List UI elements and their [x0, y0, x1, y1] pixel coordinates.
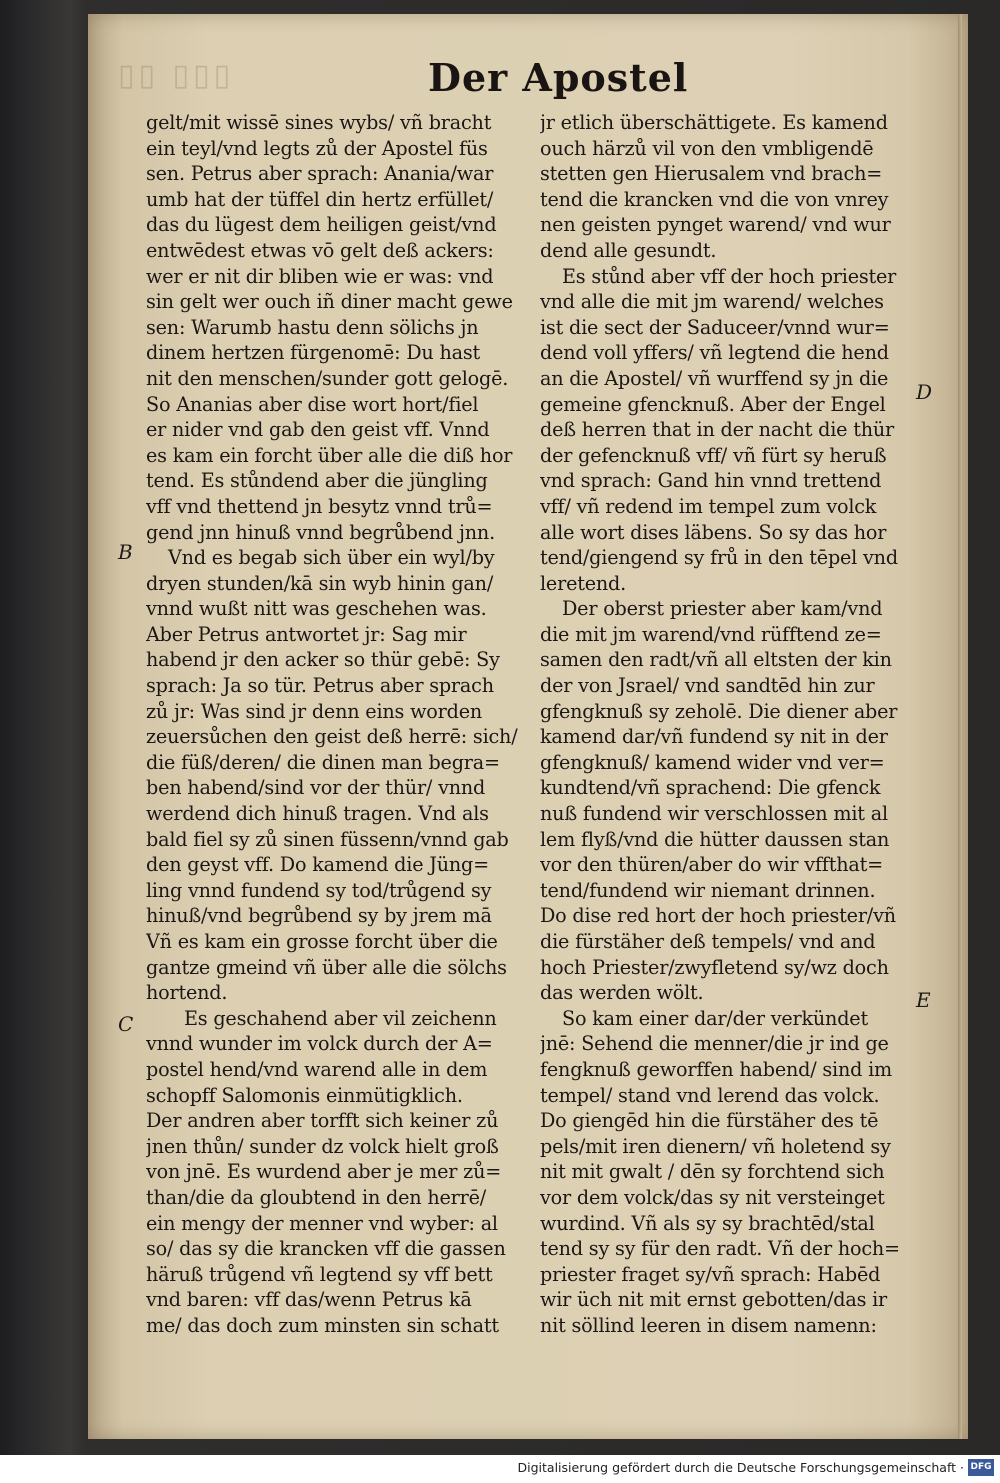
page-edge — [958, 14, 962, 1439]
text-line: sprach: Ja so tür. Petrus aber sprach — [146, 674, 494, 698]
text-line: sin gelt wer ouch iñ diner macht gewe — [146, 290, 513, 314]
text-line: vnd sprach: Gand hin vnnd trettend — [540, 469, 882, 493]
text-line: Es geschahend aber vil zeichenn — [184, 1006, 497, 1030]
margin-mark-c: C — [118, 1012, 134, 1036]
text-line: ein teyl/vnd legts zů der Apostel füs — [146, 136, 488, 160]
text-line: Vñ es kam ein grosse forcht über die — [146, 930, 498, 953]
text-line: dinem hertzen fürgenomē: Du hast — [146, 341, 481, 365]
text-line: pels/mit iren dienern/ vñ holetend sy — [540, 1134, 891, 1158]
margin-mark-e: E — [916, 988, 931, 1012]
margin-mark-b: B — [118, 540, 133, 564]
text-line: dryen stunden/kā sin wyb hinin gan/ — [146, 571, 494, 595]
text-line: lem flyß/vnd die hütter daussen stan — [540, 827, 890, 851]
running-head: Der Apostel — [428, 55, 689, 100]
text-line: tend/giengend sy frů in den tēpel vnd — [540, 546, 898, 570]
text-line: stetten gen Hierusalem vnd brach= — [540, 162, 883, 186]
text-line: gantze gmeind vñ über alle die sölchs — [146, 955, 507, 979]
text-line: bald fiel sy zů sinen füssenn/vnnd gab — [146, 827, 509, 851]
text-line: kundtend/vñ sprachend: Die gfenck — [540, 776, 881, 800]
text-line: so/ das sy die krancken vff die gassen — [146, 1237, 506, 1261]
text-line: dend voll yffers/ vñ legtend die hend — [540, 341, 889, 365]
text-line: ben habend/sind vor der thür/ vnnd — [146, 776, 486, 800]
show-through-text: ▯▯ ▯▯▯ — [118, 58, 235, 93]
text-line: jnē: Sehend die menner/die jr ind ge — [540, 1032, 889, 1056]
text-line: an die Apostel/ vñ wurffend sy jn die — [540, 366, 889, 390]
text-line: der von Jsrael/ vnd sandtēd hin zur — [540, 674, 875, 698]
text-line: vnd baren: vff das/wenn Petrus kā — [146, 1288, 472, 1312]
text-line: tempel/ stand vnd lerend das volck. — [540, 1083, 880, 1107]
text-line: deß herren that in der nacht die thür — [540, 418, 895, 442]
text-line: werdend dich hinuß tragen. Vnd als — [146, 802, 489, 826]
text-line: leretend. — [540, 571, 627, 595]
text-line: priester fraget sy/vñ sprach: Habēd — [540, 1262, 881, 1286]
text-line: sen: Warumb hastu denn sölichs jn — [146, 315, 479, 339]
text-line: vff/ vñ redend im tempel zum volck — [540, 494, 877, 518]
text-line: vor dem volck/das sy nit versteinget — [540, 1185, 885, 1209]
dfg-logo: DFG — [968, 1459, 994, 1476]
text-line: hoch Priester/zwyfletend sy/wz doch — [540, 955, 889, 979]
text-line: das werden wölt. — [540, 981, 704, 1005]
text-line: Do giengēd hin die fürstäher des tē — [540, 1109, 879, 1133]
text-line: So Ananias aber dise wort hort/fiel — [146, 392, 479, 416]
text-line: wer er nit dir bliben wie er was: vnd — [146, 264, 494, 288]
text-line: tend die krancken vnd die von vnrey — [540, 187, 889, 211]
text-line: than/die da gloubtend in den herrē/ — [146, 1185, 487, 1209]
text-line: postel hend/vnd warend alle in dem — [146, 1057, 488, 1081]
funding-note: Digitalisierung gefördert durch die Deutsche Forschungsgemeinschaft · — [517, 1460, 964, 1475]
text-line: samen den radt/vñ all eltsten der kin — [540, 648, 892, 672]
text-line: Do dise red hort der hoch priester/vñ — [540, 904, 896, 928]
text-line: gfengknuß sy zeholē. Die diener aber — [540, 699, 898, 723]
text-line: dend alle gesundt. — [540, 238, 717, 262]
text-line: entwēdest etwas vō gelt deß ackers: — [146, 238, 494, 262]
text-line: umb hat der tüffel din hertz erfüllet/ — [146, 187, 494, 211]
text-line: vff vnd thettend jn besytz vnnd trů= — [146, 494, 493, 518]
text-line: gfengknuß/ kamend wider vnd ver= — [540, 750, 885, 774]
text-line: von jnē. Es wurdend aber je mer zů= — [146, 1160, 502, 1184]
text-line: sen. Petrus aber sprach: Anania/war — [146, 162, 494, 186]
text-line: tend sy sy für den radt. Vñ der hoch= — [540, 1237, 900, 1261]
text-line: vnnd wunder im volck durch der A= — [146, 1032, 493, 1056]
text-line: tend/fundend wir niemant drinnen. — [540, 878, 876, 902]
margin-mark-d: D — [916, 380, 933, 404]
right-text-column — [540, 110, 912, 1339]
text-line: Der oberst priester aber kam/vnd — [562, 597, 883, 621]
text-line: vnnd wußt nitt was geschehen was. — [146, 597, 487, 621]
text-line: Der andren aber torfft sich keiner zů — [146, 1109, 499, 1133]
text-line: hortend. — [146, 981, 228, 1005]
text-line: habend jr den acker so thür gebē: Sy — [146, 648, 500, 672]
text-line: So kam einer dar/der verkündet — [562, 1006, 868, 1030]
text-line: Vnd es begab sich über ein wyl/by — [168, 546, 495, 570]
text-line: wurdind. Vñ als sy sy brachtēd/stal — [540, 1211, 875, 1235]
text-line: häruß trůgend vñ legtend sy vff bett — [146, 1262, 493, 1286]
text-line: er nider vnd gab den geist vff. Vnnd — [146, 418, 490, 442]
text-line: nit den menschen/sunder gott gelogē. — [146, 366, 509, 390]
text-line: der gefencknuß vff/ vñ fürt sy heruß — [540, 443, 887, 467]
text-line: vnd alle die mit jm warend/ welches — [540, 290, 884, 314]
text-line: ouch härzů vil von den vmbligendē — [540, 136, 874, 160]
text-line: wir üch nit mit ernst gebotten/das ir — [540, 1288, 888, 1312]
text-line: die mit jm warend/vnd rüfftend ze= — [540, 622, 882, 646]
text-line: zů jr: Was sind jr denn eins worden — [146, 699, 483, 723]
text-line: die fürstäher deß tempels/ vnd and — [540, 930, 876, 953]
text-line: hinuß/vnd begrůbend sy by jrem mā — [146, 904, 492, 928]
text-line: den geyst vff. Do kamend die Jüng= — [146, 853, 490, 877]
text-line: fengknuß geworffen habend/ sind im — [540, 1057, 893, 1081]
text-line: es kam ein forcht über alle die diß hor — [146, 443, 513, 467]
text-line: nuß fundend wir verschlossen mit al — [540, 802, 888, 826]
text-line: gelt/mit wissē sines wybs/ vñ bracht — [146, 111, 492, 134]
text-line: gemeine gfencknuß. Aber der Engel — [540, 392, 886, 416]
text-line: zeuersůchen den geist deß herrē: sich/ — [146, 725, 518, 749]
text-line: alle wort dises läbens. So sy das hor — [540, 520, 887, 544]
text-line: nit mit gwalt / dēn sy forchtend sich — [540, 1160, 885, 1184]
text-line: ein mengy der menner vnd wyber: al — [146, 1211, 498, 1235]
text-line: tend. Es stůndend aber die jüngling — [146, 469, 488, 493]
text-line: ist die sect der Saduceer/vnnd wur= — [540, 315, 890, 339]
text-line: nit söllind leeren in disem namenn: — [540, 1313, 877, 1337]
text-line: me/ das doch zum minsten sin schatt — [146, 1313, 499, 1337]
text-line: schopff Salomonis einmütigklich. — [146, 1083, 463, 1107]
text-line: jr etlich überschättigete. Es kamend — [540, 111, 888, 134]
footer-bar — [0, 1455, 1000, 1483]
text-line: das du lügest dem heiligen geist/vnd — [146, 213, 497, 237]
text-line: Es stůnd aber vff der hoch priester — [562, 264, 897, 288]
text-line: gend jnn hinuß vnnd begrůbend jnn. — [146, 520, 495, 544]
text-line: nen geisten pynget warend/ vnd wur — [540, 213, 891, 237]
text-line: kamend dar/vñ fundend sy nit in der — [540, 725, 888, 749]
left-text-column — [146, 110, 518, 1339]
text-line: Aber Petrus antwortet jr: Sag mir — [146, 622, 467, 646]
text-line: ling vnnd fundend sy tod/trůgend sy — [146, 878, 492, 902]
text-line: jnen thůn/ sunder dz volck hielt groß — [146, 1134, 499, 1158]
text-line: die füß/deren/ die dinen man begra= — [146, 750, 500, 774]
text-line: vor den thüren/aber do wir vffthat= — [540, 853, 883, 877]
